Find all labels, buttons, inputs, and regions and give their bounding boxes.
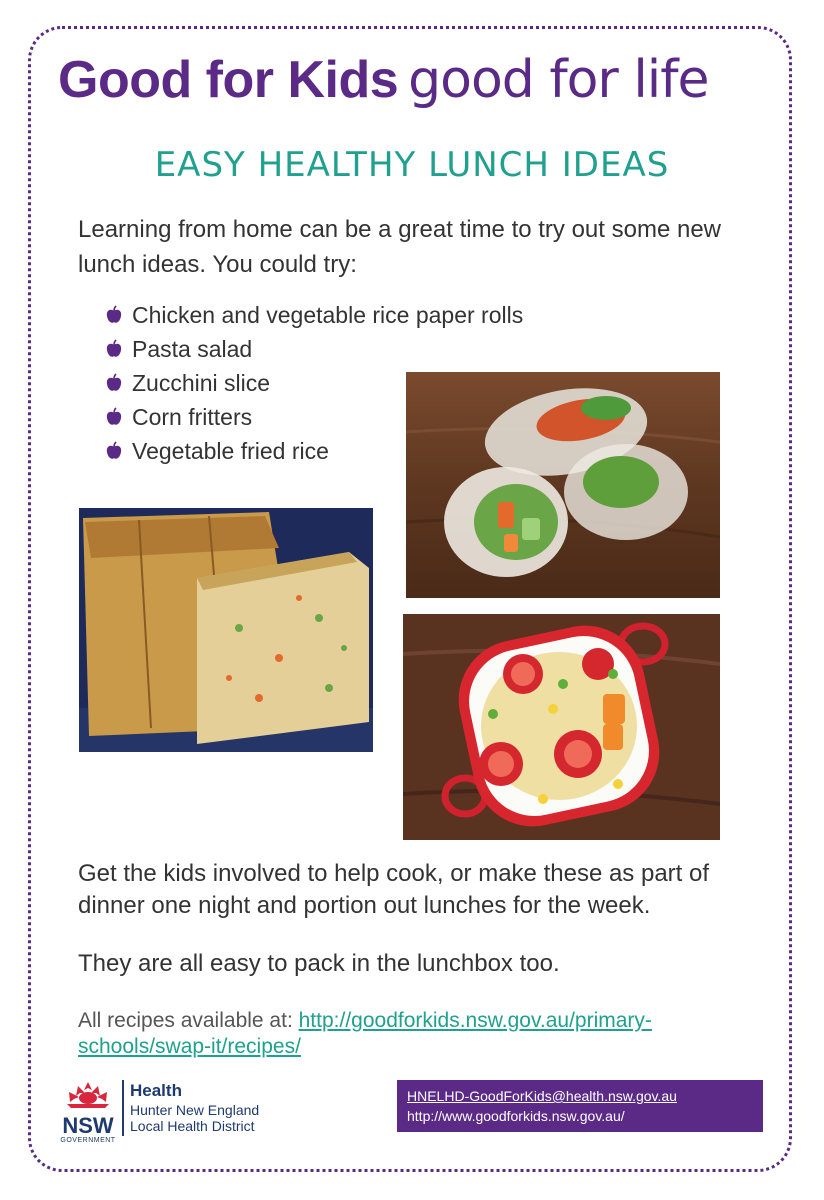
pack-text: They are all easy to pack in the lunchbox too. xyxy=(78,950,560,977)
rice-paper-rolls-photo xyxy=(406,372,720,598)
apple-icon xyxy=(104,305,124,325)
zucchini-slice-photo xyxy=(79,508,373,752)
recipes-prefix: All recipes available at: xyxy=(78,1009,299,1032)
list-item: Pasta salad xyxy=(104,332,523,366)
list-item: Vegetable fried rice xyxy=(104,434,523,468)
nsw-logo-mark: NSW GOVERNMENT xyxy=(58,1080,118,1144)
apple-icon xyxy=(104,339,124,359)
pasta-salad-photo xyxy=(403,614,720,840)
apple-icon xyxy=(104,441,124,461)
list-item: Chicken and vegetable rice paper rolls xyxy=(104,298,523,332)
page-title: EASY HEALTHY LUNCH IDEAS xyxy=(154,145,670,185)
brand-light: good for life xyxy=(408,50,709,110)
intro-text: Learning from home can be a great time to try out some new lunch ideas. You could try: xyxy=(78,216,721,278)
contact-email[interactable]: HNELHD-GoodForKids@health.nsw.gov.au xyxy=(407,1088,677,1104)
logo-text: Health Hunter New England Local Health District xyxy=(130,1081,260,1134)
brand-bold: Good for Kids xyxy=(58,51,399,109)
logo-divider xyxy=(122,1080,124,1136)
nsw-health-logo xyxy=(58,1080,259,1144)
brand-title xyxy=(58,50,709,110)
outro-text: Get the kids involved to help cook, or make these as part of dinner one night and portion out lunches for the week. xyxy=(78,860,710,919)
list-item: Corn fritters xyxy=(104,400,523,434)
apple-icon xyxy=(104,407,124,427)
contact-box xyxy=(397,1080,763,1132)
waratah-icon xyxy=(61,1080,115,1110)
apple-icon xyxy=(104,373,124,393)
list-item: Zucchini slice xyxy=(104,366,523,400)
recipes-note xyxy=(78,1008,758,1060)
recipes-link[interactable]: http://goodforkids.nsw.gov.au/primary-schools/swap-it/recipes/ xyxy=(78,1009,652,1058)
contact-url[interactable]: http://www.goodforkids.nsw.gov.au/ xyxy=(407,1108,625,1124)
